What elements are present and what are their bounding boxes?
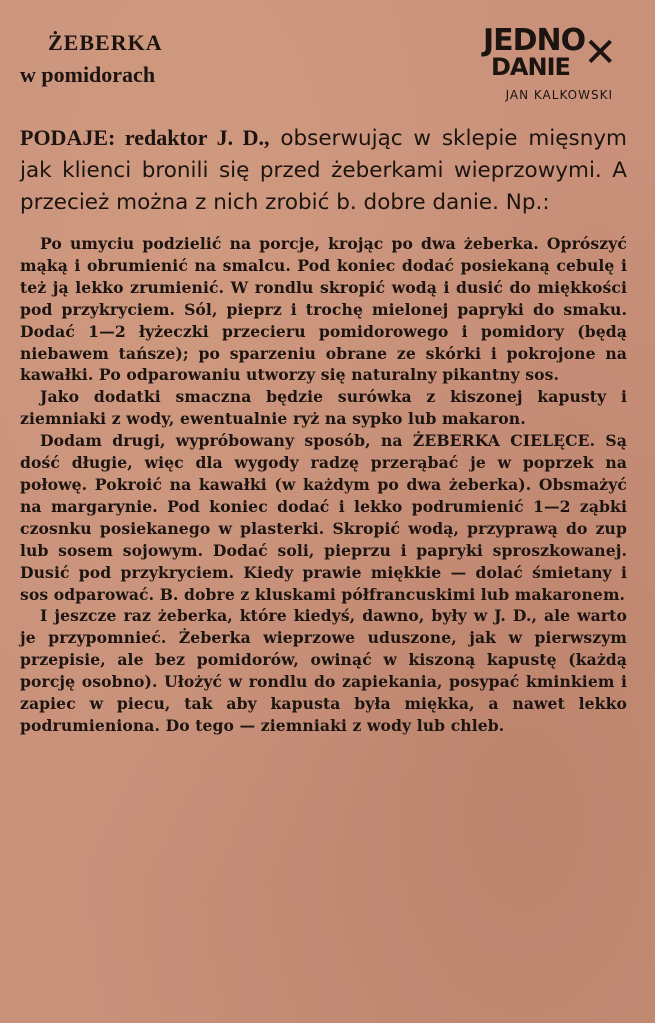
fork-knife-icon: ✕ bbox=[583, 30, 617, 76]
body-paragraph-1: Po umyciu podzielić na porcje, krojąc po dwa żeberka. Oprószyć mąką i obrumienić na smalcu. Pod koniec dodać posiekaną cebulę i też ją lekko zrumienić. W rondlu skropić wodą i dusić do miękkości pod przykryciem. Sól, pieprz i trochę mielonej papryki do smaku. Dodać 1—2 łyżeczki przecieru pomidorowego i pomidory (będą niebawem tańsze); po sparzeniu obrane ze skórki i pokrojone na kawałki. Po odparowaniu utworzy się naturalny pikantny sos. bbox=[20, 234, 627, 385]
author-name: JAN KALKOWSKI bbox=[505, 88, 613, 102]
body-paragraph-2: Jako dodatki smaczna będzie surówka z kiszonej kapusty i ziemniaki z wody, ewentualnie ryż na sypko lub makaron. bbox=[20, 387, 627, 429]
body-paragraph-4: I jeszcze raz żeberka, które kiedyś, dawno, były w J. D., ale warto je przypomnieć. Żeberka wieprzowe uduszone, jak w pierwszym przepisie, ale bez pomidorów, owinąć w kiszoną kapustę (każdą porcję osobno). Ułożyć w rondlu do zapiekania, posypać kminkiem i zapiec w piecu, tak aby kapusta była miękka, a nawet lekko podrumieniona. Do tego — ziemniaki z wody lub chleb. bbox=[20, 606, 627, 735]
lead-paragraph bbox=[20, 122, 627, 219]
lead-bold: PODAJE: redaktor J. D., bbox=[20, 125, 270, 150]
column-logo bbox=[473, 24, 623, 102]
article-body bbox=[20, 233, 627, 737]
logo-line-2: DANIE bbox=[491, 53, 570, 81]
article-title: ŻEBERKA bbox=[48, 30, 163, 55]
article-subtitle: w pomidorach bbox=[20, 62, 156, 87]
lead-text: obserwując w sklepie mięsnym jak klienci bronili się przed żeberkami wieprzowymi. A przecież można z nich zrobić b. dobre danie. Np.: bbox=[20, 126, 627, 215]
article-header bbox=[20, 24, 627, 116]
logo-line-1: JEDNO bbox=[483, 23, 586, 58]
logo-text bbox=[483, 23, 586, 81]
body-paragraph-3: Dodam drugi, wypróbowany sposób, na ŻEBERKA CIELĘCE. Są dość długie, więc dla wygody radzę przerąbać je w poprzek na połowę. Pokroić na kawałki (w każdym po dwa żeberka). Obsmażyć na margarynie. Pod koniec dodać i lekko podrumienić 1—2 ząbki czosnku posiekanego w plasterki. Skropić wodą, przyprawą do zup lub sosem sojowym. Dodać soli, pieprzu i papryki sproszkowanej. Dusić pod przykryciem. Kiedy prawie miękkie — dolać śmietany i sos odparować. B. dobre z kluskami półfrancuskimi lub makaronem. bbox=[20, 431, 627, 604]
